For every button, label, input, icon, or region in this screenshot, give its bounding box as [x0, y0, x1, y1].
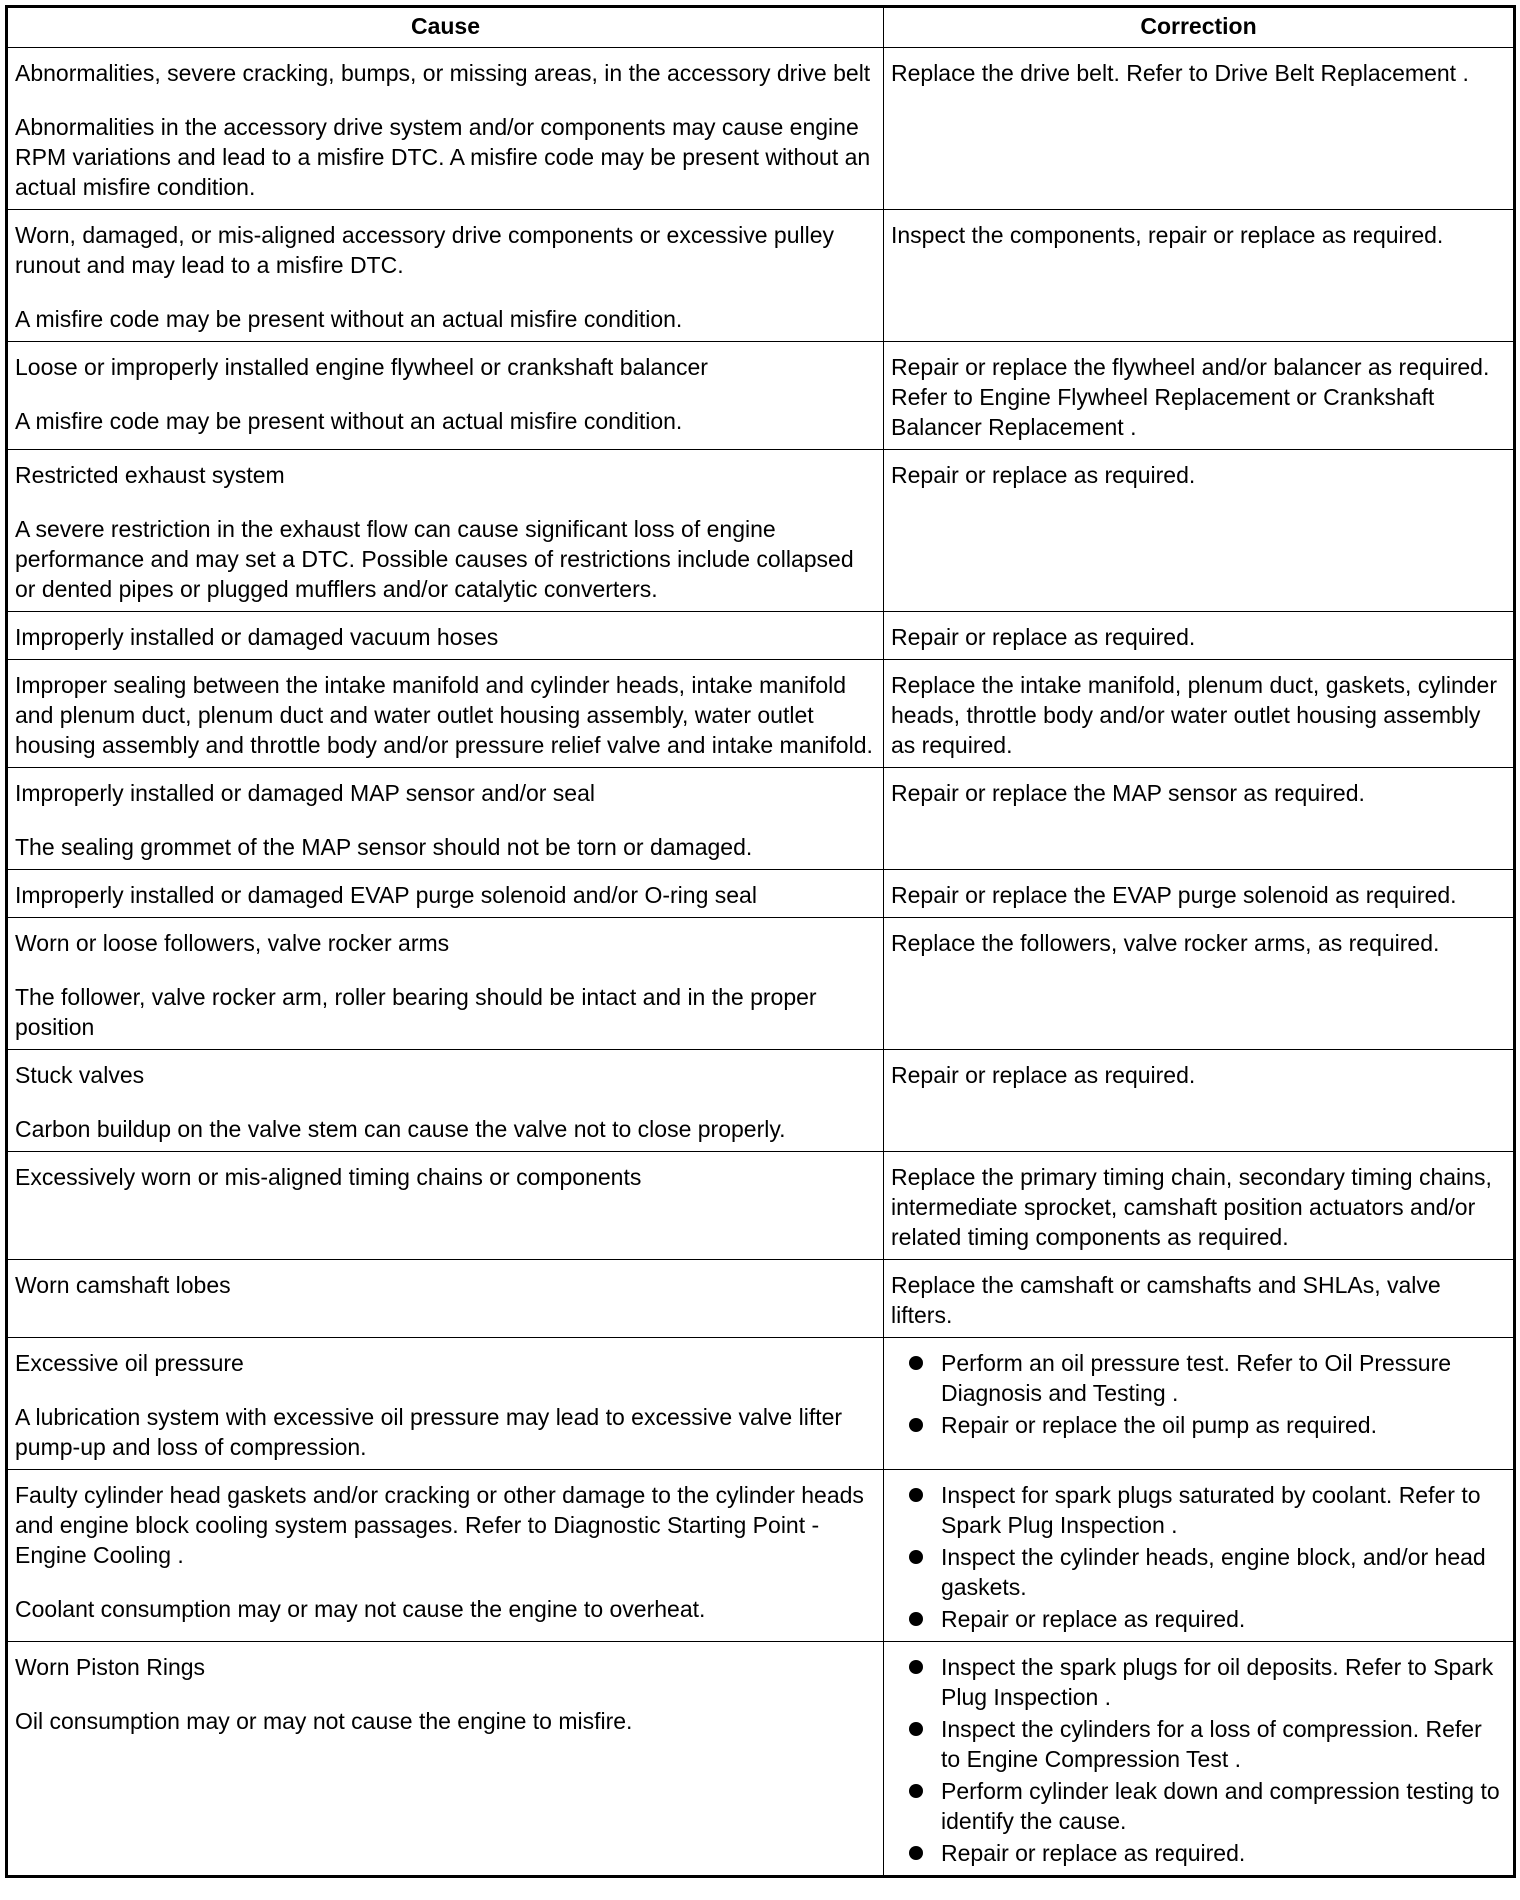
cause-note: Abnormalities in the accessory drive system and/or components may cause engine RPM variations and lead to a misfire DTC. A misfire code may be present without an actual misfire condition. [15, 114, 871, 200]
correction-bullet-item [891, 1348, 1506, 1408]
table-row [7, 1338, 1515, 1470]
cause-title: Worn, damaged, or mis-aligned accessory drive components or excessive pulley runout and may lead to a misfire DTC. [15, 222, 835, 278]
cause-title: Excessively worn or mis-aligned timing chains or components [15, 1164, 642, 1190]
cause-cell [7, 1260, 884, 1338]
correction-bullet-text: Perform an oil pressure test. Refer to Oil Pressure Diagnosis and Testing . [941, 1350, 1452, 1406]
correction-cell [884, 450, 1515, 612]
bullet-dot-icon [909, 1784, 923, 1798]
correction-column-header: Correction [884, 7, 1515, 48]
correction-bullet-item [891, 1838, 1506, 1868]
correction-text: Replace the primary timing chain, secondary timing chains, intermediate sprocket, camshaft position actuators and/or related timing components as required. [891, 1164, 1492, 1250]
table-row [7, 768, 1515, 870]
bullet-dot-icon [909, 1356, 923, 1370]
cause-cell [7, 660, 884, 768]
cause-cell [7, 48, 884, 210]
correction-cell [884, 768, 1515, 870]
bullet-dot-icon [909, 1660, 923, 1674]
document-page [5, 5, 1513, 1878]
correction-bullet-text: Repair or replace the oil pump as required. [941, 1412, 1377, 1438]
correction-bullet-text: Inspect the cylinders for a loss of compression. Refer to Engine Compression Test . [941, 1716, 1482, 1772]
correction-bullet-item [891, 1604, 1506, 1634]
cause-cell [7, 342, 884, 450]
correction-cell [884, 1642, 1515, 1877]
cause-title: Improper sealing between the intake manifold and cylinder heads, intake manifold and plenum duct, plenum duct and water outlet housing assembly, water outlet housing assembly and throttle body and/or pressure relief valve and intake manifold. [15, 672, 873, 758]
cause-title: Excessive oil pressure [15, 1350, 244, 1376]
correction-bullet-item [891, 1714, 1506, 1774]
table-row [7, 1470, 1515, 1642]
cause-cell [7, 768, 884, 870]
cause-title: Stuck valves [15, 1062, 145, 1088]
cause-note: The follower, valve rocker arm, roller bearing should be intact and in the proper position [15, 984, 817, 1040]
table-row [7, 612, 1515, 660]
correction-bullet-item [891, 1652, 1506, 1712]
table-row [7, 1642, 1515, 1877]
correction-cell [884, 918, 1515, 1050]
bullet-dot-icon [909, 1612, 923, 1626]
cause-cell [7, 1470, 884, 1642]
cause-note: A severe restriction in the exhaust flow can cause significant loss of engine performance and may set a DTC. Possible causes of restrictions include collapsed or dented pipes or plugged mufflers and/or catalytic converters. [15, 516, 854, 602]
table-row [7, 870, 1515, 918]
correction-bullet-text: Inspect the cylinder heads, engine block, and/or head gaskets. [941, 1544, 1486, 1600]
cause-title: Faulty cylinder head gaskets and/or cracking or other damage to the cylinder heads and engine block cooling system passages. Refer to Diagnostic Starting Point - Engine Cooling . [15, 1482, 864, 1568]
table-row [7, 450, 1515, 612]
correction-bullet-item [891, 1410, 1506, 1440]
cause-cell [7, 450, 884, 612]
correction-bullet-text: Repair or replace as required. [941, 1606, 1246, 1632]
correction-cell [884, 1050, 1515, 1152]
cause-note: A misfire code may be present without an actual misfire condition. [15, 306, 683, 332]
cause-note: Carbon buildup on the valve stem can cause the valve not to close properly. [15, 1116, 786, 1142]
correction-cell [884, 1338, 1515, 1470]
diagnosis-table [5, 5, 1516, 1878]
cause-title: Worn camshaft lobes [15, 1272, 231, 1298]
cause-title: Abnormalities, severe cracking, bumps, or missing areas, in the accessory drive belt [15, 60, 871, 86]
correction-bullet-list [891, 1652, 1506, 1868]
cause-title: Improperly installed or damaged vacuum hoses [15, 624, 499, 650]
table-row [7, 48, 1515, 210]
correction-cell [884, 342, 1515, 450]
correction-cell [884, 612, 1515, 660]
correction-text: Replace the intake manifold, plenum duct, gaskets, cylinder heads, throttle body and/or water outlet housing assembly as required. [891, 672, 1497, 758]
correction-text: Replace the drive belt. Refer to Drive Belt Replacement . [891, 60, 1469, 86]
cause-note: A lubrication system with excessive oil pressure may lead to excessive valve lifter pump-up and loss of compression. [15, 1404, 843, 1460]
correction-bullet-list [891, 1348, 1506, 1440]
cause-cell [7, 870, 884, 918]
table-row [7, 1152, 1515, 1260]
bullet-dot-icon [909, 1488, 923, 1502]
correction-bullet-item [891, 1480, 1506, 1540]
correction-bullet-text: Inspect for spark plugs saturated by coolant. Refer to Spark Plug Inspection . [941, 1482, 1481, 1538]
table-row [7, 210, 1515, 342]
cause-column-header: Cause [7, 7, 884, 48]
correction-cell [884, 870, 1515, 918]
table-row [7, 342, 1515, 450]
bullet-dot-icon [909, 1846, 923, 1860]
correction-text: Repair or replace the flywheel and/or balancer as required. Refer to Engine Flywheel Replacement or Crankshaft Balancer Replacement . [891, 354, 1490, 440]
cause-title: Loose or improperly installed engine flywheel or crankshaft balancer [15, 354, 708, 380]
correction-bullet-text: Inspect the spark plugs for oil deposits. Refer to Spark Plug Inspection . [941, 1654, 1494, 1710]
cause-title: Improperly installed or damaged EVAP purge solenoid and/or O-ring seal [15, 882, 757, 908]
cause-note: A misfire code may be present without an actual misfire condition. [15, 408, 683, 434]
cause-cell [7, 1642, 884, 1877]
correction-text: Replace the followers, valve rocker arms, as required. [891, 930, 1440, 956]
cause-cell [7, 1050, 884, 1152]
correction-text: Inspect the components, repair or replace as required. [891, 222, 1444, 248]
bullet-dot-icon [909, 1418, 923, 1432]
correction-text: Repair or replace as required. [891, 624, 1196, 650]
correction-cell [884, 1152, 1515, 1260]
table-row [7, 660, 1515, 768]
correction-cell [884, 48, 1515, 210]
correction-cell [884, 1470, 1515, 1642]
correction-text: Repair or replace the EVAP purge solenoid as required. [891, 882, 1457, 908]
correction-text: Replace the camshaft or camshafts and SHLAs, valve lifters. [891, 1272, 1441, 1328]
bullet-dot-icon [909, 1550, 923, 1564]
cause-cell [7, 918, 884, 1050]
correction-bullet-item [891, 1776, 1506, 1836]
correction-bullet-item [891, 1542, 1506, 1602]
table-row [7, 1050, 1515, 1152]
correction-bullet-text: Perform cylinder leak down and compression testing to identify the cause. [941, 1778, 1500, 1834]
table-row [7, 1260, 1515, 1338]
correction-text: Repair or replace as required. [891, 462, 1196, 488]
cause-note: The sealing grommet of the MAP sensor should not be torn or damaged. [15, 834, 753, 860]
cause-cell [7, 612, 884, 660]
correction-bullet-list [891, 1480, 1506, 1634]
bullet-dot-icon [909, 1722, 923, 1736]
cause-title: Worn Piston Rings [15, 1654, 206, 1680]
cause-cell [7, 1152, 884, 1260]
cause-cell [7, 210, 884, 342]
table-row [7, 918, 1515, 1050]
correction-text: Repair or replace as required. [891, 1062, 1196, 1088]
cause-title: Worn or loose followers, valve rocker arms [15, 930, 450, 956]
cause-cell [7, 1338, 884, 1470]
cause-title: Restricted exhaust system [15, 462, 285, 488]
cause-note: Coolant consumption may or may not cause the engine to overheat. [15, 1596, 706, 1622]
correction-bullet-text: Repair or replace as required. [941, 1840, 1246, 1866]
correction-cell [884, 210, 1515, 342]
correction-text: Repair or replace the MAP sensor as required. [891, 780, 1365, 806]
correction-cell [884, 660, 1515, 768]
table-body [7, 48, 1515, 1877]
correction-cell [884, 1260, 1515, 1338]
cause-title: Improperly installed or damaged MAP sensor and/or seal [15, 780, 595, 806]
cause-note: Oil consumption may or may not cause the engine to misfire. [15, 1708, 633, 1734]
table-header-row [7, 7, 1515, 48]
